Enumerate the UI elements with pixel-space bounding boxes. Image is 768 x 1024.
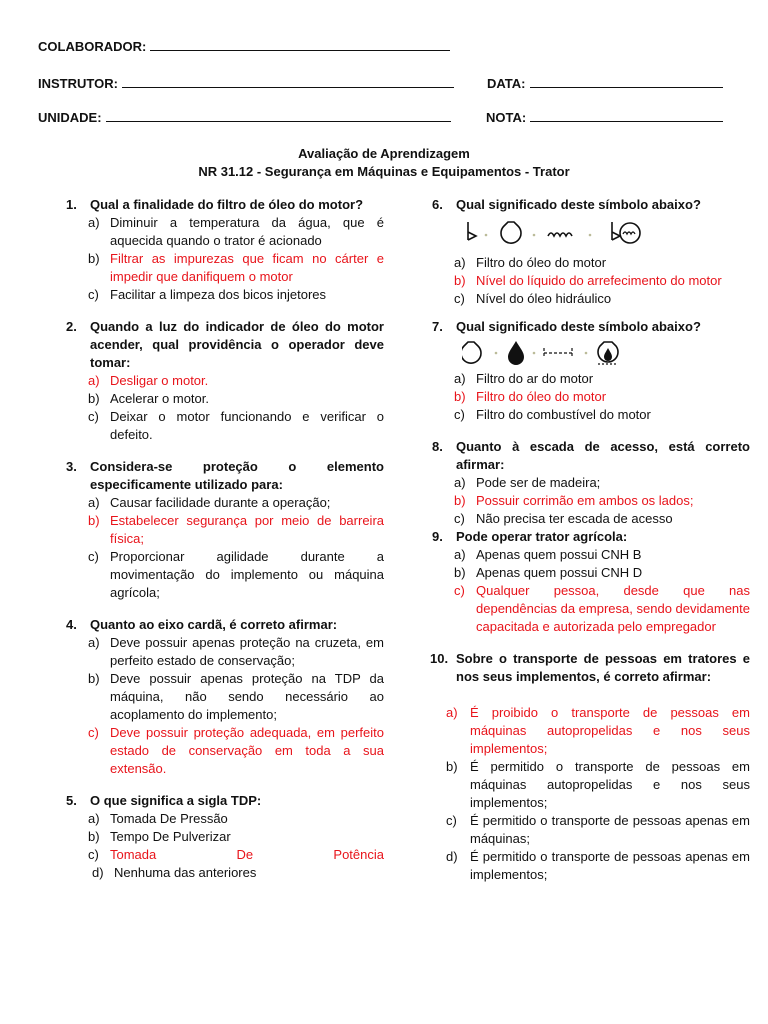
option-text: Filtrar as impurezas que ficam no cárter e impedir que danifiquem o motor [110,251,384,284]
option-correct[interactable] [454,388,750,406]
question-number: 10. [430,651,449,666]
question-number: 3. [66,459,77,474]
option-correct[interactable] [88,250,384,286]
option-text: Deve possuir apenas proteção na cruzeta, em perfeito estado de conservação; [110,635,384,668]
option-correct[interactable] [454,492,750,510]
instrutor-line[interactable] [122,75,454,88]
question-3 [66,458,384,602]
option-text: É proibido o transporte de pessoas em máquinas autopropelidas e nos seus implementos; [470,705,750,756]
right-column [432,196,750,898]
option-text: Facilitar a limpeza dos bicos injetores [110,287,327,302]
option-text: Estabelecer segurança por meio de barreira física; [110,513,384,546]
option-text: Não precisa ter escada de acesso [476,511,673,526]
option-letter: b) [88,513,100,528]
option-text: Nível do óleo hidráulico [476,291,612,306]
question-text: Qual a finalidade do filtro de óleo do motor? [90,197,364,212]
question-number: 9. [432,529,443,544]
question-number: 2. [66,319,77,334]
option-text: Tomada De Potência [110,847,384,862]
option-letter: c) [88,847,99,862]
question-text: Quando a luz do indicador de óleo do motor acender, qual providência o operador deve tomar: [90,319,384,370]
option[interactable] [454,546,750,564]
option-correct[interactable] [88,846,384,864]
option[interactable] [88,634,384,670]
title-line-2: NR 31.12 - Segurança em Máquinas e Equipamentos - Trator [198,164,570,179]
option-letter: b) [88,829,100,844]
option-letter: b) [88,391,100,406]
option[interactable] [454,510,750,528]
option[interactable] [88,390,384,408]
option-letter: a) [88,373,100,388]
option-text: Deixar o motor funcionando e verificar o defeito. [110,409,384,442]
data-line[interactable] [530,75,723,88]
option-text: Nenhuma das anteriores [114,865,257,880]
data-field[interactable] [487,75,723,91]
question-text: Quanto à escada de acesso, está correto afirmar: [456,439,750,472]
option-text: Pode ser de madeira; [476,475,601,490]
question-number: 5. [66,793,77,808]
coolant-level-symbol-icon [462,214,682,250]
option-text: Deve possuir proteção adequada, em perfeito estado de conservação em toda a sua extensão. [110,725,384,776]
option-letter: d) [92,865,104,880]
option-text: Acelerar o motor. [110,391,209,406]
question-5 [66,792,384,882]
option[interactable] [454,406,750,424]
option[interactable] [92,864,384,882]
question-number: 7. [432,319,443,334]
option-text: Desligar o motor. [110,373,209,388]
option[interactable] [446,758,750,812]
question-text: O que significa a sigla TDP: [90,793,262,808]
option[interactable] [88,548,384,602]
option-text: Diminuir a temperatura da água, que é aquecida quando o trator é acionado [110,215,384,248]
option-text: Filtro do óleo do motor [476,255,607,270]
option-text: É permitido o transporte de pessoas apenas em implementos; [470,849,750,882]
option-text: Proporcionar agilidade durante a movimentação do implemento ou máquina agrícola; [110,549,384,600]
left-column [66,196,384,896]
nota-field[interactable] [486,109,723,125]
option-text: É permitido o transporte de pessoas apenas em máquinas; [470,813,750,846]
unidade-label: UNIDADE: [38,110,102,125]
colaborador-label: COLABORADOR: [38,39,147,54]
option-letter: c) [88,409,99,424]
instrutor-label: INSTRUTOR: [38,76,118,91]
option-letter: b) [88,671,100,686]
colaborador-field[interactable] [38,38,450,54]
option-text: Deve possuir apenas proteção na TDP da máquina, não sendo necessário ao acoplamento do implemento; [110,671,384,722]
option[interactable] [454,290,750,308]
option-text: Apenas quem possui CNH B [476,547,642,562]
option-letter: b) [454,389,466,404]
option-text: Apenas quem possui CNH D [476,565,643,580]
option[interactable] [88,494,384,512]
option-letter: c) [454,583,465,598]
option-letter: b) [88,251,100,266]
option-letter: c) [446,813,457,828]
option-letter: c) [88,725,99,740]
question-6 [432,196,750,308]
option[interactable] [88,810,384,828]
question-4 [66,616,384,778]
option-correct[interactable] [454,272,750,290]
colaborador-line[interactable] [150,38,450,51]
option-letter: b) [454,273,466,288]
question-10 [432,650,750,884]
unidade-line[interactable] [106,109,451,122]
option-letter: a) [88,811,100,826]
option-correct[interactable] [88,512,384,548]
option-letter: b) [454,565,466,580]
symbol-coolant-level [462,214,750,254]
nota-label: NOTA: [486,110,527,125]
instrutor-field[interactable] [38,75,454,91]
symbol-oil-filter [462,336,750,370]
question-number: 4. [66,617,77,632]
document-title [0,145,768,181]
option-text: Qualquer pessoa, desde que nas dependências da empresa, sendo devidamente capacitada e autorizada pelo empregador [476,583,750,634]
question-text: Quanto ao eixo cardã, é correto afirmar: [90,617,338,632]
option[interactable] [454,564,750,582]
option-letter: d) [446,849,458,864]
option[interactable] [454,254,750,272]
question-text: Considera-se proteção o elemento especificamente utilizado para: [90,459,384,492]
option-correct[interactable] [88,724,384,778]
option[interactable] [88,214,384,250]
title-line-1: Avaliação de Aprendizagem [298,146,470,161]
question-text: Qual significado deste símbolo abaixo? [456,319,701,334]
option-text: Filtro do ar do motor [476,371,594,386]
option-text: Tempo De Pulverizar [110,829,231,844]
option-letter: b) [446,759,458,774]
option-letter: a) [454,371,466,386]
option[interactable] [446,812,750,848]
option-letter: c) [88,287,99,302]
option-text: É permitido o transporte de pessoas em máquinas autopropelidas e nos seus implementos; [470,759,750,810]
option-letter: a) [446,705,458,720]
option-letter: a) [88,635,100,650]
option-letter: c) [454,407,465,422]
option-text: Possuir corrimão em ambos os lados; [476,493,694,508]
question-1 [66,196,384,304]
option-correct[interactable] [446,704,750,758]
option[interactable] [88,286,384,304]
question-8 [432,438,750,528]
oil-filter-symbol-icon [462,336,662,368]
question-9 [432,528,750,636]
question-text: Pode operar trator agrícola: [456,529,628,544]
question-text: Qual significado deste símbolo abaixo? [456,197,701,212]
option-correct[interactable] [454,582,750,636]
question-number: 8. [432,439,443,454]
question-2 [66,318,384,444]
option[interactable] [454,370,750,388]
option-text: Nível do líquido do arrefecimento do motor [476,273,722,288]
unidade-field[interactable] [38,109,451,125]
option-text: Filtro do combustível do motor [476,407,651,422]
option[interactable] [88,670,384,724]
question-number: 6. [432,197,443,212]
option-letter: a) [88,495,100,510]
option[interactable] [454,474,750,492]
data-label: DATA: [487,76,526,91]
option-letter: c) [454,291,465,306]
question-number: 1. [66,197,77,212]
option[interactable] [88,408,384,444]
option-letter: a) [454,475,466,490]
option-letter: c) [88,549,99,564]
option-letter: b) [454,493,466,508]
option-text: Causar facilidade durante a operação; [110,495,331,510]
option-text: Tomada De Pressão [110,811,228,826]
option[interactable] [88,828,384,846]
option-correct[interactable] [88,372,384,390]
option[interactable] [446,848,750,884]
question-text: Sobre o transporte de pessoas em tratores e nos seus implementos, é correto afirmar: [456,651,750,684]
option-letter: a) [454,547,466,562]
option-text: Filtro do óleo do motor [476,389,607,404]
option-letter: c) [454,511,465,526]
question-7 [432,318,750,424]
nota-line[interactable] [530,109,723,122]
option-letter: a) [454,255,466,270]
option-letter: a) [88,215,100,230]
